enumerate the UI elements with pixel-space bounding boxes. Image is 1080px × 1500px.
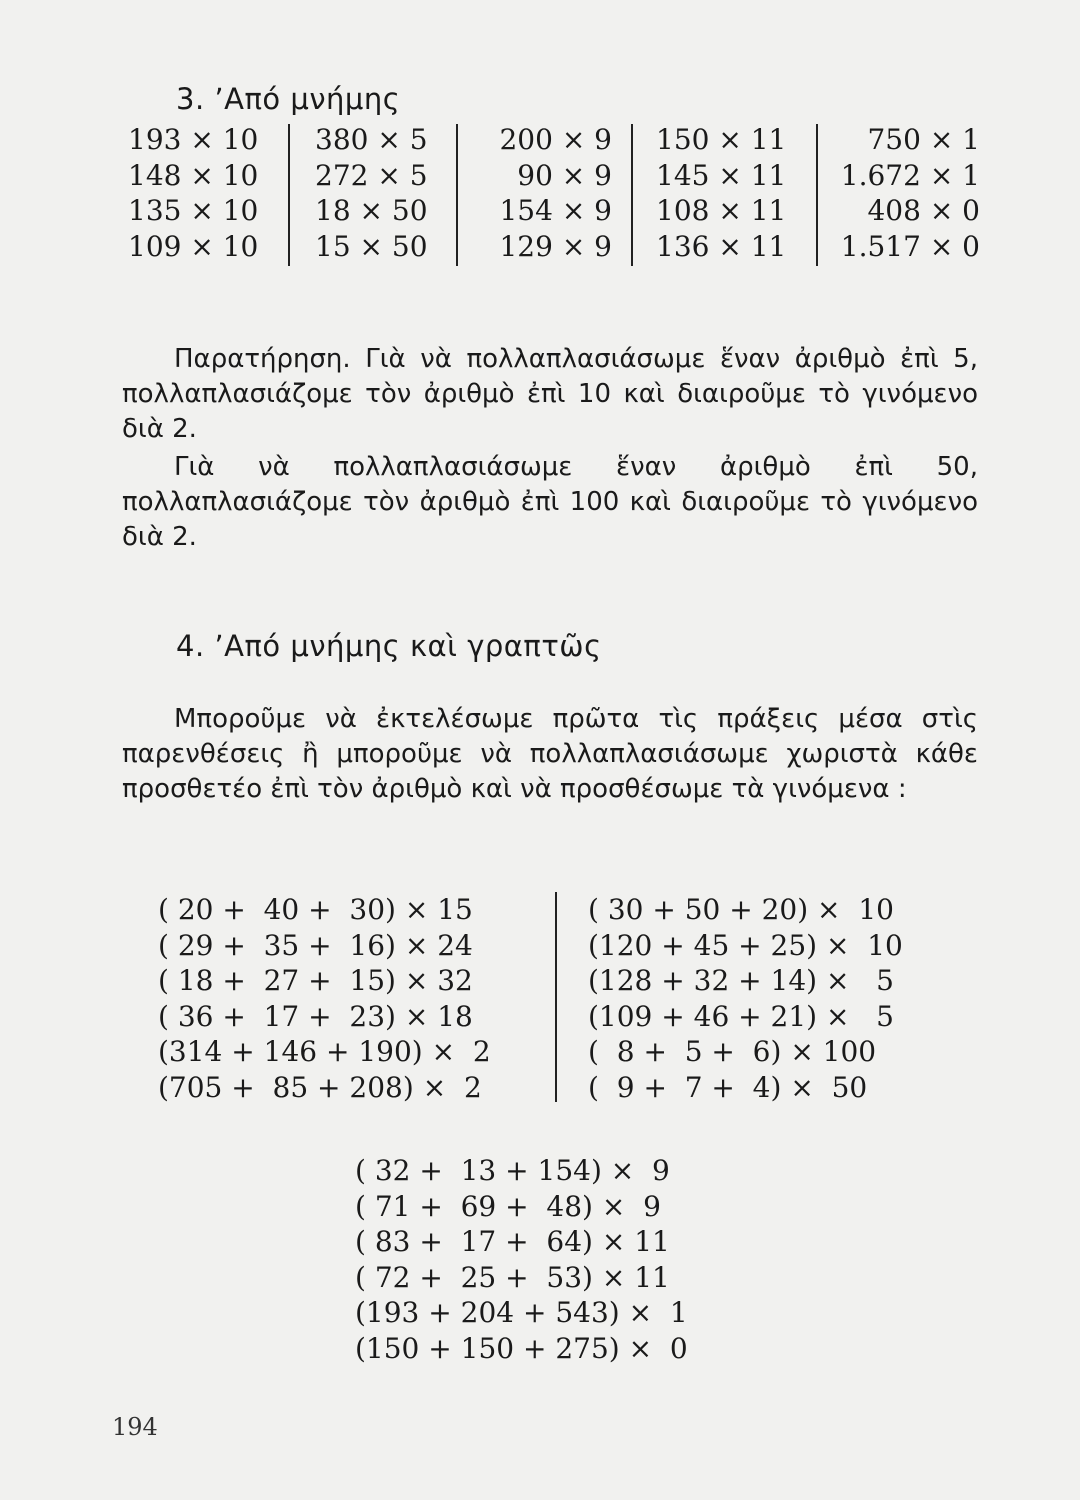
section-4-intro: Μποροῦμε νὰ ἐκτελέσωμε πρῶτα τὶς πράξεις μέσα στὶς παρενθέσεις ἢ μποροῦμε νὰ πολλαπλασιάσωμε χωριστὰ κάθε προσθετέο ἐπὶ τὸν ἀριθμὸ καὶ νὰ προσθέσωμε τὰ γινόμενα : bbox=[122, 704, 978, 804]
exercise-item: 380 × 5 bbox=[315, 123, 428, 156]
exercise-item: ( 8 + 5 + 6) × 100 bbox=[588, 1035, 877, 1068]
exercise-item: 15 × 50 bbox=[315, 229, 428, 263]
exercise-item: (150 + 150 + 275) × 0 bbox=[355, 1331, 688, 1365]
exercise-item: 18 × 50 bbox=[315, 194, 428, 227]
note-paragraph-1: Παρατήρηση. Γιὰ νὰ πολλαπλασιάσωμε ἕναν ἀριθμὸ ἐπὶ 5, πολλαπλασιάζομε τὸν ἀριθμὸ ἐπὶ 10 καὶ διαιροῦμε τὸ γινόμενο διὰ 2. bbox=[122, 344, 978, 444]
exercise-item: 1.672 × 1 bbox=[840, 158, 980, 192]
exercise-item: ( 83 + 17 + 64) × 11 bbox=[355, 1225, 670, 1258]
section-4-bottom-block bbox=[355, 1153, 688, 1366]
exercise-item: ( 71 + 69 + 48) × 9 bbox=[355, 1189, 661, 1223]
exercise-item: (314 + 146 + 190) × 2 bbox=[158, 1035, 491, 1068]
exercise-item: 148 × 10 bbox=[128, 158, 259, 192]
exercise-item: (705 + 85 + 208) × 2 bbox=[158, 1070, 482, 1104]
section-4-left-column bbox=[158, 892, 491, 1105]
exercise-column-2 bbox=[315, 122, 428, 268]
exercise-column-4 bbox=[656, 122, 786, 268]
section-4-right-column bbox=[588, 892, 903, 1105]
exercise-item: (109 + 46 + 21) × 5 bbox=[588, 999, 894, 1033]
exercise-item: ( 32 + 13 + 154) × 9 bbox=[355, 1154, 670, 1187]
exercise-item: ( 72 + 25 + 53) × 11 bbox=[355, 1260, 670, 1294]
column-divider bbox=[555, 892, 557, 1102]
section-3-exercise-table bbox=[128, 122, 988, 268]
exercise-item: 109 × 10 bbox=[128, 229, 259, 263]
exercise-item: ( 29 + 35 + 16) × 24 bbox=[158, 928, 473, 962]
exercise-item: (128 + 32 + 14) × 5 bbox=[588, 964, 894, 997]
column-divider bbox=[816, 124, 818, 266]
exercise-item: 108 × 11 bbox=[656, 194, 787, 227]
exercise-item: 135 × 10 bbox=[128, 194, 259, 227]
exercise-item: (193 + 204 + 543) × 1 bbox=[355, 1296, 688, 1329]
page-number: 194 bbox=[112, 1413, 158, 1441]
column-divider bbox=[631, 124, 633, 266]
exercise-item: ( 20 + 40 + 30) × 15 bbox=[158, 893, 473, 926]
exercise-item: 408 × 0 bbox=[867, 194, 980, 227]
exercise-item: 200 × 9 bbox=[499, 123, 612, 156]
exercise-item: ( 9 + 7 + 4) × 50 bbox=[588, 1070, 868, 1104]
exercise-item: 136 × 11 bbox=[656, 229, 787, 263]
exercise-column-3 bbox=[478, 122, 612, 268]
exercise-item: 272 × 5 bbox=[315, 158, 428, 192]
exercise-item: (120 + 45 + 25) × 10 bbox=[588, 928, 903, 962]
exercise-item: 1.517 × 0 bbox=[840, 229, 980, 263]
note-paragraph-2: Γιὰ νὰ πολλαπλασιάσωμε ἕναν ἀριθμὸ ἐπὶ 50, πολλαπλασιάζομε τὸν ἀριθμὸ ἐπὶ 100 καὶ διαιροῦμε τὸ γινόμενο διὰ 2. bbox=[122, 452, 978, 552]
section-3-title: 3. ’Από μνήμης bbox=[176, 82, 401, 116]
exercise-item: 90 × 9 bbox=[517, 158, 612, 192]
exercise-item: 145 × 11 bbox=[656, 158, 787, 192]
exercise-item: ( 30 + 50 + 20) × 10 bbox=[588, 893, 894, 926]
exercise-item: ( 18 + 27 + 15) × 32 bbox=[158, 964, 473, 997]
exercise-item: 150 × 11 bbox=[656, 123, 787, 156]
exercise-item: 750 × 1 bbox=[867, 123, 980, 156]
exercise-item: 129 × 9 bbox=[499, 229, 612, 263]
exercise-column-1 bbox=[128, 122, 258, 268]
exercise-column-5 bbox=[828, 122, 980, 268]
column-divider bbox=[456, 124, 458, 266]
exercise-item: ( 36 + 17 + 23) × 18 bbox=[158, 999, 473, 1033]
column-divider bbox=[288, 124, 290, 266]
section-4-title: 4. ’Από μνήμης καὶ γραπτῶς bbox=[176, 629, 602, 663]
exercise-item: 193 × 10 bbox=[128, 123, 259, 156]
exercise-item: 154 × 9 bbox=[499, 194, 612, 227]
